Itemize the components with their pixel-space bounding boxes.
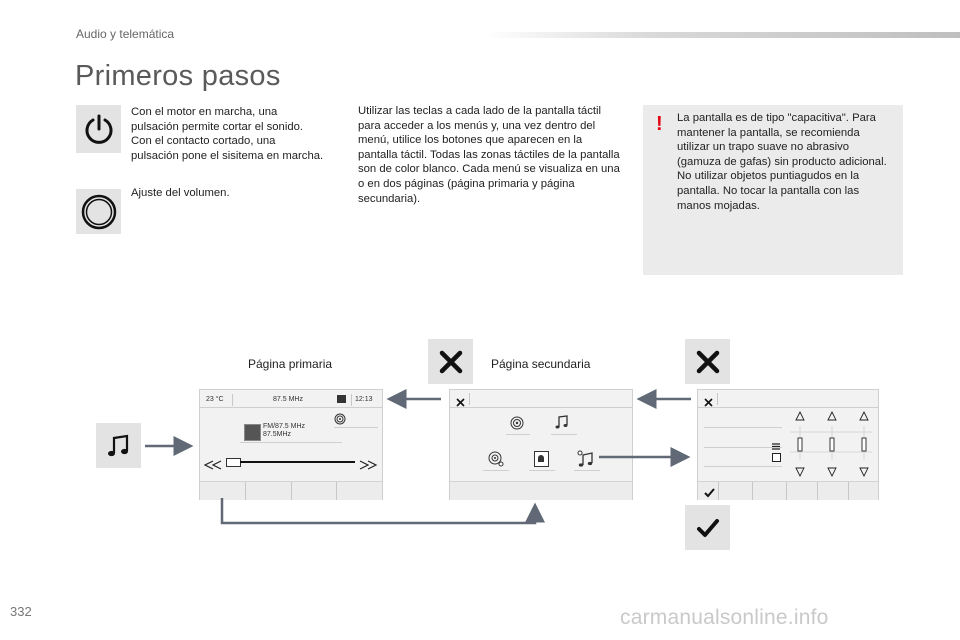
temperature-readout: 23 °C <box>206 396 224 403</box>
section-header: Audio y telemática <box>76 27 175 41</box>
page-number: 332 <box>10 604 32 619</box>
warning-exclamation-icon: ! <box>656 113 663 135</box>
volume-description: Ajuste del volumen. <box>131 187 230 199</box>
clock-readout: 12:13 <box>355 396 373 403</box>
power-description: Con el motor en marcha, una pulsación permite cortar el sonido. Con el contacto cortado, una pulsación pone el sisitema en marcha. <box>131 106 324 162</box>
warning-note-text: La pantalla es de tipo "capacitiva". Para mantener la pantalla, se recomienda utilizar un trapo suave no abrasivo (gamuza de gafas) sin producto adicional. No utilizar objetos puntiagudos en la pantalla. No tocar la pantalla con las manos mojadas. <box>677 112 887 212</box>
frequency-readout: 87.5 MHz <box>273 396 303 403</box>
station-frequency: FM/87.5 MHz <box>263 423 306 430</box>
secondary-page-label: Página secundaria <box>491 357 591 371</box>
menu-instructions: Utilizar las teclas a cada lado de la pantalla táctil para acceder a los menús y, una vez dentro del menú, utilice los botones que aparecen en la pantalla táctil. Todas las zonas táctiles de la pantalla son de color blanco. Cada menú se visualiza en una o en dos páginas (página primaria y página secundaria). <box>358 105 620 205</box>
page-title: Primeros pasos <box>75 60 281 92</box>
primary-page-label: Página primaria <box>248 357 333 371</box>
watermark: carmanualsonline.info <box>620 606 829 629</box>
station-name: 87.5MHz <box>263 431 292 438</box>
